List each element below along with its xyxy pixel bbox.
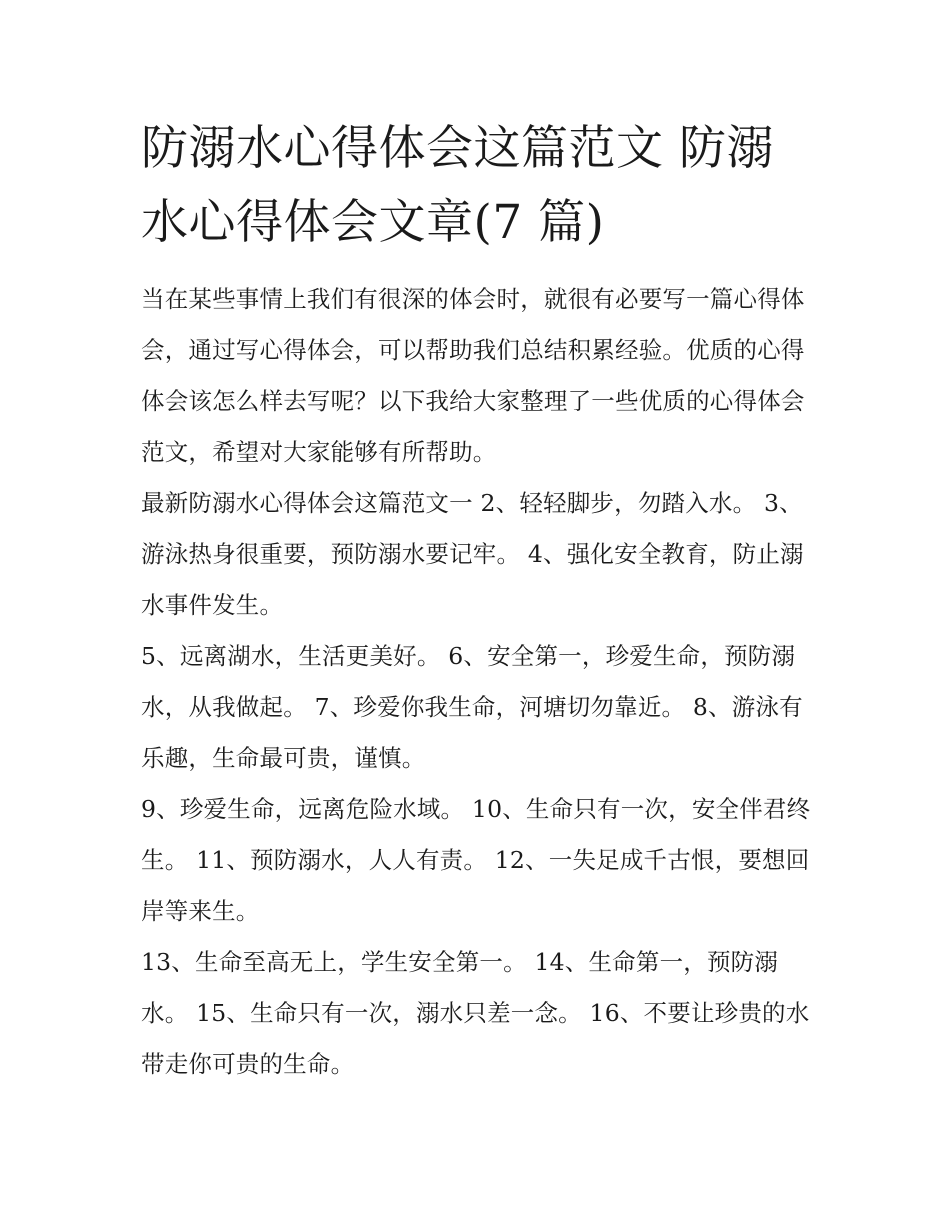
intro-paragraph: 当在某些事情上我们有很深的体会时，就很有必要写一篇心得体会，通过写心得体会，可以帮助我们总结积累经验。优质的心得体会该怎么样去写呢？以下我给大家整理了一些优质的心得体会范文，希望对大家能够有所帮助。 [141, 285, 805, 466]
body-paragraph: 13、生命至高无上，学生安全第一。 14、生命第一，预防溺水。 15、生命只有一次，溺水只差一念。 16、不要让珍贵的水带走你可贵的生命。 [141, 948, 810, 1078]
document-page [141, 112, 816, 1090]
body-paragraph: 5、远离湖水，生活更美好。 6、安全第一，珍爱生命，预防溺水，从我做起。 7、珍爱你我生命，河塘切勿靠近。 8、游泳有乐趣，生命最可贵，谨慎。 [141, 642, 803, 772]
document-title: 防溺水心得体会这篇范文 防溺水心得体会文章(7 篇) [141, 121, 774, 250]
body-paragraph: 9、珍爱生命，远离危险水域。 10、生命只有一次，安全伴君终生。 11、预防溺水，人人有责。 12、一失足成千古恨，要想回岸等来生。 [141, 795, 811, 925]
body-paragraph: 最新防溺水心得体会这篇范文一 2、轻轻脚步，勿踏入水。 3、游泳热身很重要，预防溺水要记牢。 4、强化安全教育，防止溺水事件发生。 [141, 489, 804, 619]
